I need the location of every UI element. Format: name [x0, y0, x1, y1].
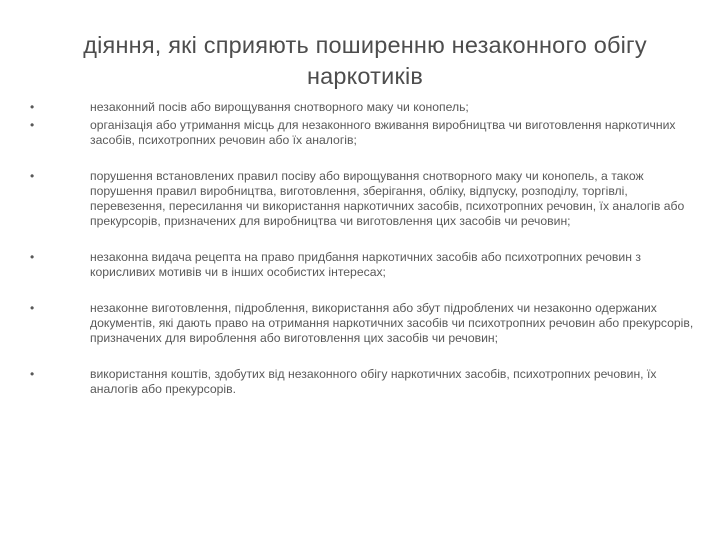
- list-item: [30, 301, 705, 346]
- list-item: [30, 250, 705, 280]
- bullet-icon: •: [30, 169, 35, 183]
- bullet-icon: •: [30, 118, 35, 132]
- list-item-text: порушення встановлених правил посіву або вирощування снотворного маку чи конопель, а також порушення правил виробництва, виготовлення, зберігання, обліку, відпуску, розподілу, торгівлі, перевезення, пересилання чи використання наркотичних засобів, психотропних речовин, їх аналогів або прекурсорів, призначених для виробництва чи виготовлення цих засобів чи речовин;: [90, 169, 685, 228]
- bullet-icon: •: [30, 250, 35, 264]
- bullet-icon: •: [30, 367, 35, 381]
- list-item: [30, 100, 705, 115]
- bullet-icon: •: [30, 301, 35, 315]
- list-item: [30, 367, 705, 397]
- slide-title: діяння, які сприяють поширенню незаконного обігу наркотиків: [83, 32, 647, 89]
- list-item-text: незаконна видача рецепта на право придбання наркотичних засобів або психотропних речовин з корисливих мотивів чи в інших особистих інтересах;: [90, 250, 641, 279]
- bullet-icon: •: [30, 100, 35, 114]
- bullet-list: [30, 100, 705, 397]
- list-item: [30, 118, 705, 148]
- list-item-text: незаконний посів або вирощування снотворного маку чи конопель;: [90, 100, 469, 114]
- list-item-text: незаконне виготовлення, підроблення, використання або збут підроблених чи незаконно одержаних документів, які дають право на отримання наркотичних засобів чи психотропних речовин або прекурсорів, призначених для вироблення або виготовлення цих засобів чи речовин;: [90, 301, 694, 345]
- list-item: [30, 169, 705, 229]
- list-item-text: використання коштів, здобутих від незаконного обігу наркотичних засобів, психотропних речовин, їх аналогів або прекурсорів.: [90, 367, 657, 396]
- list-item-text: організація або утримання місць для незаконного вживання виробництва чи виготовлення наркотичних засобів, психотропних речовин або їх аналогів;: [90, 118, 676, 147]
